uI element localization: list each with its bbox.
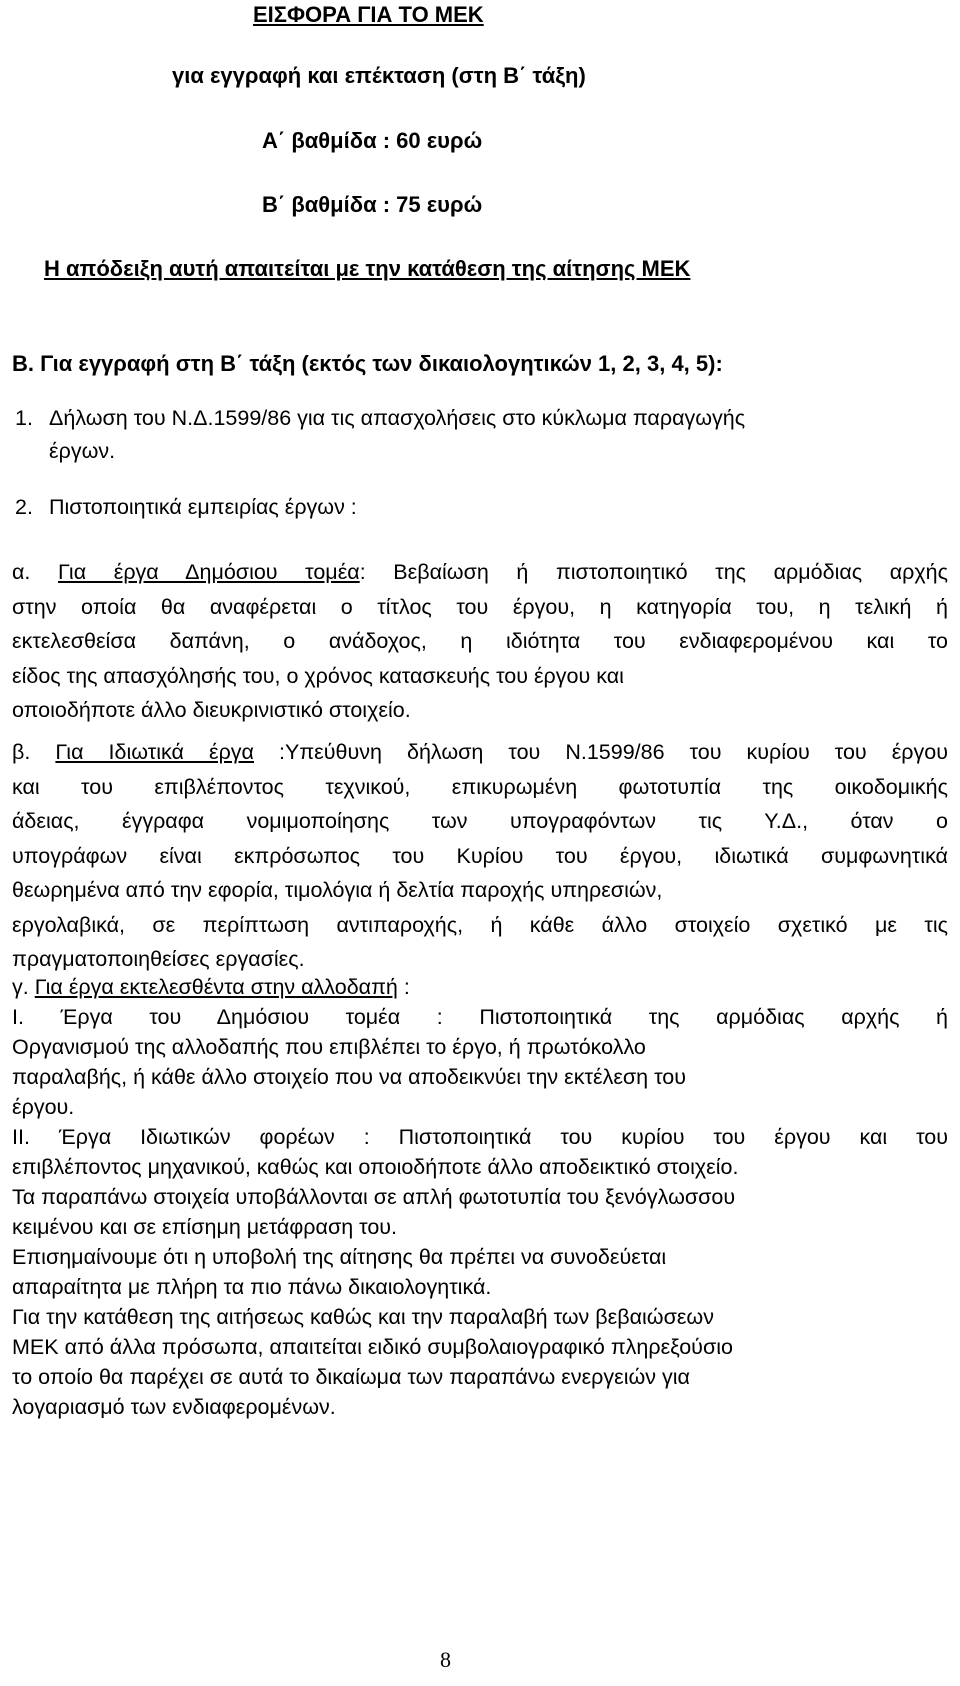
- subsection-number: Ι.: [12, 1005, 24, 1029]
- fee-level-b: Β΄ βαθμίδα : 75 ευρώ: [262, 192, 483, 217]
- paragraph-line: επιβλέποντος μηχανικού, καθώς και οποιοδήποτε άλλο αποδεικτικό στοιχείο.: [12, 1155, 739, 1179]
- paragraph-line: θεωρημένα από την εφορία, τιμολόγια ή δελτία παροχής υπηρεσιών,: [12, 878, 663, 902]
- paragraph-line: είδος της απασχόλησής του, ο χρόνος κατασκευής του έργου και: [12, 663, 624, 688]
- document-subtitle: για εγγραφή και επέκταση (στη Β΄ τάξη): [172, 63, 586, 88]
- paragraph-line: Επισημαίνουμε ότι η υποβολή της αίτησης θα πρέπει να συνοδεύεται: [12, 1245, 667, 1269]
- paragraph-line: εργολαβικά, σε περίπτωση αντιπαροχής, ή κάθε άλλο στοιχείο σχετικό με τις: [12, 912, 948, 937]
- list-item: [15, 408, 745, 430]
- paragraph-public-works: [12, 555, 948, 728]
- paragraph-line: παραλαβής, ή κάθε άλλο στοιχείο που να αποδεικνύει την εκτέλεση του: [12, 1065, 687, 1089]
- paragraph-line: λογαριασμό των ενδιαφερομένων.: [12, 1395, 336, 1419]
- paragraph-prefix: γ.: [12, 975, 29, 999]
- document-title: ΕΙΣΦΟΡΑ ΓΙΑ ΤΟ ΜΕΚ: [253, 2, 484, 27]
- paragraph-line: οποιοδήποτε άλλο διευκρινιστικό στοιχείο.: [12, 698, 411, 722]
- paragraph-line: άδειας, έγγραφα νομιμοποίησης των υπογραφόντων τις Υ.Δ., όταν ο: [12, 809, 948, 833]
- paragraph-heading: Για Ιδιωτικά έργα: [55, 740, 254, 764]
- paragraph-line: ΜΕΚ από άλλα πρόσωπα, απαιτείται ειδικό συμβολαιογραφικό πληρεξούσιο: [12, 1335, 733, 1359]
- list-item-continuation: έργων.: [49, 439, 116, 463]
- paragraph-line: Οργανισμού της αλλοδαπής που επιβλέπει το έργο, ή πρωτόκολλο: [12, 1035, 646, 1059]
- paragraph-line: το οποίο θα παρέχει σε αυτά το δικαίωμα των παραπάνω ενεργειών για: [12, 1365, 690, 1389]
- fee-level-a: Α΄ βαθμίδα : 60 ευρώ: [262, 128, 483, 153]
- paragraph-line: κειμένου και σε επίσημη μετάφραση του.: [12, 1215, 398, 1239]
- paragraph-line: : Βεβαίωση ή πιστοποιητικό της αρμόδιας αρχής: [359, 560, 949, 584]
- paragraph-line: Τα παραπάνω στοιχεία υποβάλλονται σε απλή φωτοτυπία του ξενόγλωσσου: [12, 1185, 736, 1209]
- paragraph-suffix: :: [397, 975, 410, 999]
- subsection-heading: Έργα του Δημόσιου τομέα: [60, 1005, 401, 1029]
- list-item: [15, 497, 357, 519]
- receipt-note: Η απόδειξη αυτή απαιτείται με την κατάθεση της αίτησης ΜΕΚ: [44, 256, 691, 281]
- list-item-number: 1.: [15, 406, 33, 430]
- list-item-number: 2.: [15, 495, 33, 519]
- paragraph-line: υπογράφων είναι εκπρόσωπος του Κυρίου του έργου, ιδιωτικά συμφωνητικά: [12, 843, 948, 868]
- paragraph-line: Για την κατάθεση της αιτήσεως καθώς και την παραλαβή των βεβαιώσεων: [12, 1305, 714, 1329]
- paragraph-foreign-works: [12, 972, 948, 1422]
- paragraph-private-works: [12, 735, 948, 977]
- paragraph-line: έργου.: [12, 1095, 75, 1119]
- subsection-number: ΙΙ.: [12, 1125, 30, 1149]
- list-item-text: Δήλωση του Ν.Δ.1599/86 για τις απασχολήσεις στο κύκλωμα παραγωγής: [49, 406, 746, 430]
- section-b-title: Β. Για εγγραφή στη Β΄ τάξη (εκτός των δικαιολογητικών 1, 2, 3, 4, 5):: [12, 351, 723, 376]
- paragraph-heading: Για έργα Δημόσιου τομέα: [58, 560, 360, 584]
- paragraph-line: : Πιστοποιητικά της αρμόδιας αρχής ή: [400, 1005, 948, 1029]
- paragraph-line: εκτελεσθείσα δαπάνη, ο ανάδοχος, η ιδιότητα του ενδιαφερομένου και το: [12, 629, 948, 653]
- paragraph-line: στην οποία θα αναφέρεται ο τίτλος του έργου, η κατηγορία του, η τελική ή: [12, 594, 948, 619]
- page-number: 8: [440, 1647, 451, 1672]
- paragraph-prefix: β.: [12, 740, 31, 764]
- paragraph-line: πραγματοποιηθείσες εργασίες.: [12, 947, 305, 971]
- paragraph-line: και του επιβλέποντος τεχνικού, επικυρωμένη φωτοτυπία της οικοδομικής: [12, 774, 948, 799]
- paragraph-line: απαραίτητα με πλήρη τα πιο πάνω δικαιολογητικά.: [12, 1275, 492, 1299]
- subsection-heading: Έργα Ιδιωτικών φορέων: [58, 1125, 335, 1149]
- list-item-text: Πιστοποιητικά εμπειρίας έργων :: [49, 495, 357, 519]
- paragraph-heading: Για έργα εκτελεσθέντα στην αλλοδαπή: [34, 975, 398, 999]
- paragraph-line: : Πιστοποιητικά του κυρίου του έργου και του: [334, 1125, 949, 1149]
- paragraph-prefix: α.: [12, 560, 31, 584]
- paragraph-line: :Υπεύθυνη δήλωση του Ν.1599/86 του κυρίου του έργου: [253, 740, 949, 764]
